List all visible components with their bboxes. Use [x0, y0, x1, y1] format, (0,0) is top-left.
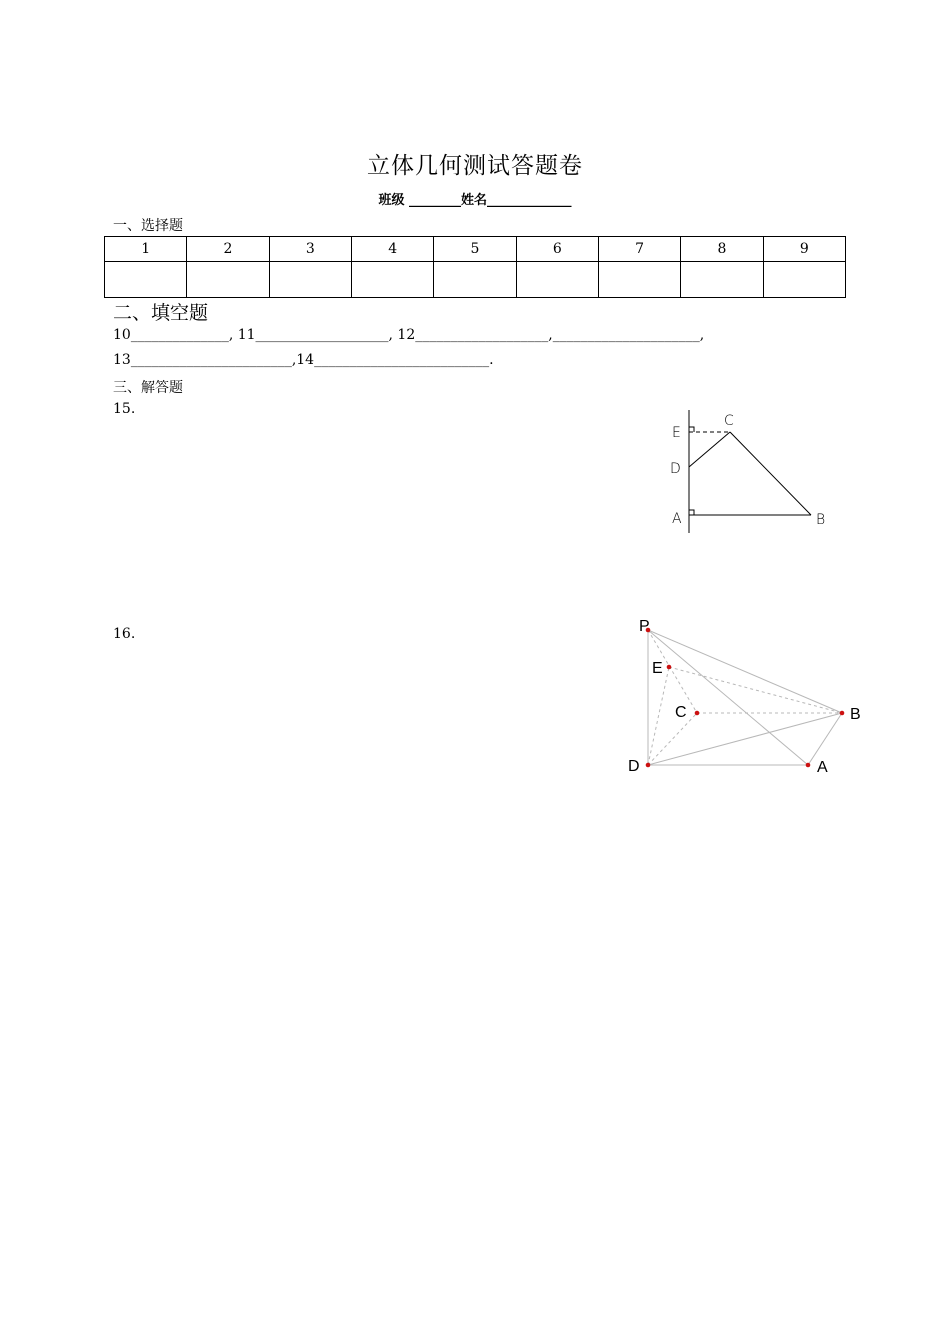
answer-cell[interactable] — [351, 262, 433, 298]
point-b — [840, 711, 845, 716]
class-label: 班级 — [378, 193, 405, 208]
q15-figure — [660, 405, 840, 540]
answer-cell[interactable] — [434, 262, 516, 298]
answer-cell[interactable] — [187, 262, 269, 298]
point-label-e: E — [652, 660, 663, 677]
table-answer-row — [105, 262, 846, 298]
table-header-cell: 7 — [598, 237, 680, 262]
point-label-d: D — [628, 758, 640, 775]
answer-cell[interactable] — [598, 262, 680, 298]
segment-dc — [689, 432, 730, 467]
table-header-cell: 8 — [681, 237, 763, 262]
fill-blank-line-1[interactable]: 10______________, 11___________________, 12___________________,_____________________, — [113, 327, 705, 343]
right-angle-mark-a — [689, 510, 694, 515]
fill-blank-line-2[interactable]: 13_______________________,14_________________________. — [113, 352, 494, 368]
section-fill-heading: 二、填空题 — [113, 302, 209, 324]
point-e — [667, 665, 672, 670]
name-blank[interactable]: _____________ — [487, 193, 572, 208]
question-15-number: 15. — [113, 401, 136, 417]
table-header-row — [105, 237, 846, 262]
answer-cell[interactable] — [681, 262, 763, 298]
edge-pa — [648, 630, 808, 765]
point-label-a: A — [817, 759, 828, 776]
page-title: 立体几何测试答题卷 — [367, 153, 583, 179]
table-header-cell: 1 — [105, 237, 187, 262]
edge-dc — [648, 713, 697, 765]
point-label-b: B — [816, 512, 826, 528]
table-header-cell: 5 — [434, 237, 516, 262]
section-solve-heading: 三、解答题 — [113, 380, 183, 396]
point-label-b: B — [850, 706, 861, 723]
point-label-a: A — [672, 511, 682, 527]
q16-figure — [628, 612, 873, 787]
point-c — [695, 711, 700, 716]
choice-answer-table — [104, 236, 846, 298]
answer-cell[interactable] — [269, 262, 351, 298]
right-angle-mark-e — [689, 427, 694, 432]
name-label: 姓名 — [461, 193, 488, 208]
point-label-p: P — [639, 618, 650, 635]
point-d — [646, 763, 651, 768]
table-header-cell: 3 — [269, 237, 351, 262]
table-header-cell: 6 — [516, 237, 598, 262]
question-16-number: 16. — [113, 626, 136, 642]
point-label-d: D — [670, 461, 681, 477]
table-header-cell: 4 — [351, 237, 433, 262]
answer-cell[interactable] — [763, 262, 845, 298]
point-label-e: E — [672, 425, 681, 441]
point-label-c: C — [724, 413, 734, 429]
segment-cb — [730, 432, 811, 515]
table-header-cell: 9 — [763, 237, 845, 262]
class-blank[interactable]: ________ — [409, 193, 462, 208]
point-label-c: C — [675, 704, 687, 721]
student-info — [0, 189, 950, 208]
answer-cell[interactable] — [516, 262, 598, 298]
point-a — [806, 763, 811, 768]
edge-de — [648, 667, 669, 765]
table-header-cell: 2 — [187, 237, 269, 262]
section-choice-heading: 一、选择题 — [113, 218, 183, 234]
edge-pb — [648, 630, 842, 713]
edge-eb — [669, 667, 842, 713]
answer-cell[interactable] — [105, 262, 187, 298]
